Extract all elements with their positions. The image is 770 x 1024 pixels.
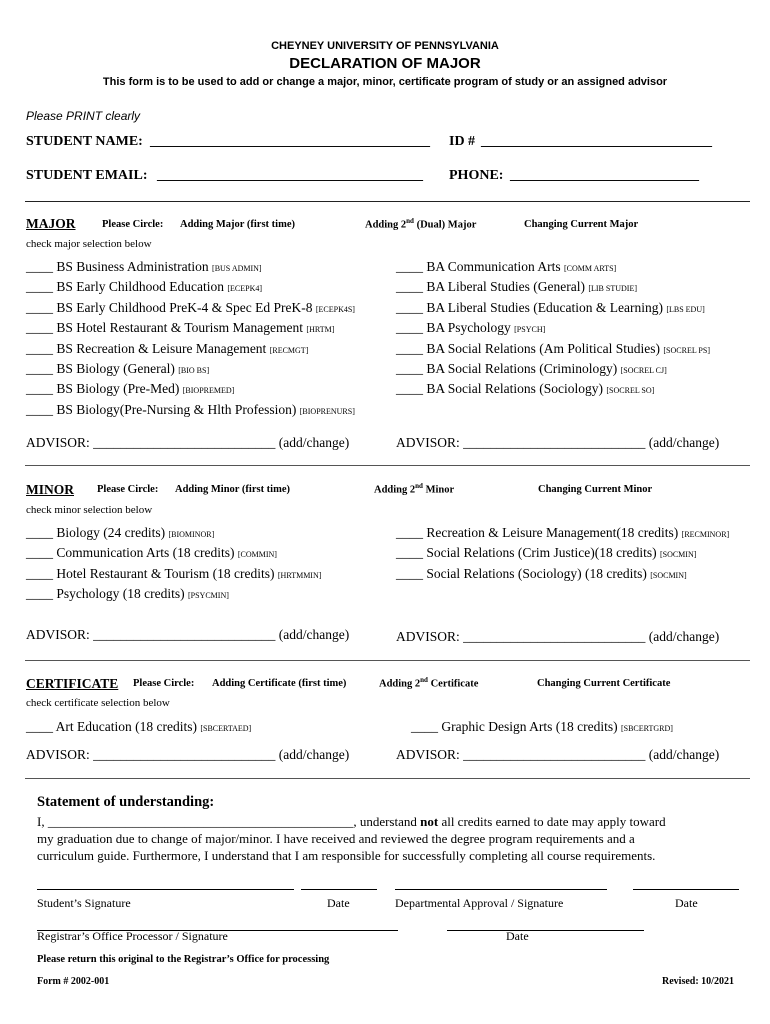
major-advisor-right[interactable]: ADVISOR: ___________________________ (add/change) bbox=[396, 435, 720, 450]
statement-line-1-pre: I, _______________________________________________, understand bbox=[37, 814, 421, 829]
minor-option-second-sup: nd bbox=[415, 482, 423, 490]
student-signature-label: Student’s Signature bbox=[37, 896, 131, 910]
form-title: DECLARATION OF MAJOR bbox=[289, 55, 481, 72]
option-code: [PSYCMIN] bbox=[187, 591, 229, 601]
certificate-label: Art Education (18 credits) bbox=[55, 719, 197, 734]
minor-option-item[interactable] bbox=[26, 545, 277, 561]
major-option-dual-post: (Dual) Major bbox=[413, 219, 477, 231]
major-option-dual[interactable] bbox=[365, 217, 476, 231]
major-option-item[interactable] bbox=[396, 300, 705, 316]
date-line[interactable] bbox=[301, 889, 377, 890]
checkbox-blank[interactable]: ____ bbox=[26, 565, 53, 581]
divider bbox=[25, 778, 750, 779]
option-label: BS Early Childhood Education bbox=[56, 279, 224, 295]
checkbox-blank[interactable]: ____ bbox=[396, 545, 423, 561]
form-number: Form # 2002-001 bbox=[37, 976, 110, 987]
date-label: Date bbox=[675, 896, 698, 910]
option-code: [HRTM] bbox=[306, 325, 335, 335]
divider bbox=[25, 201, 750, 202]
minor-option-change[interactable]: Changing Current Minor bbox=[538, 484, 653, 495]
option-code: [BUS ADMIN] bbox=[212, 264, 262, 273]
revised-date: Revised: 10/2021 bbox=[662, 976, 734, 987]
university-name: CHEYNEY UNIVERSITY OF PENNSYLVANIA bbox=[271, 40, 499, 52]
certificate-item-right[interactable] bbox=[411, 719, 673, 735]
major-option-item[interactable] bbox=[396, 341, 710, 357]
option-code: [COMMIN] bbox=[237, 550, 277, 560]
certificate-option-change[interactable]: Changing Current Certificate bbox=[537, 678, 671, 689]
checkbox-blank[interactable]: ____ bbox=[26, 719, 53, 734]
checkbox-blank[interactable]: ____ bbox=[396, 525, 423, 540]
certificate-label: Graphic Design Arts (18 credits) bbox=[441, 719, 618, 734]
statement-line-2: my graduation due to change of major/minor. I have received and reviewed the degree program requirements and a bbox=[37, 831, 635, 846]
minor-option-item[interactable] bbox=[396, 525, 729, 541]
option-code: [ECEPK4] bbox=[227, 284, 263, 294]
option-label: BA Liberal Studies (General) bbox=[426, 279, 585, 295]
option-label: Biology (24 credits) bbox=[56, 525, 166, 540]
checkbox-blank[interactable]: ____ bbox=[411, 719, 438, 734]
major-option-item[interactable] bbox=[26, 402, 355, 418]
certificate-circle-label: Please Circle: bbox=[133, 678, 195, 689]
dept-signature-label: Departmental Approval / Signature bbox=[395, 896, 564, 910]
option-label: BS Biology(Pre-Nursing & Hlth Profession) bbox=[56, 401, 297, 417]
option-label: BS Early Childhood PreK-4 & Spec Ed PreK-8 bbox=[56, 299, 313, 315]
option-label: BA Social Relations (Am Political Studies) bbox=[426, 340, 660, 356]
certificate-option-second-pre: Adding 2 bbox=[379, 678, 421, 690]
option-code: [COMM ARTS] bbox=[564, 264, 617, 273]
major-option-item[interactable] bbox=[26, 279, 262, 295]
checkbox-blank[interactable]: ____ bbox=[26, 586, 53, 602]
checkbox-blank[interactable]: ____ bbox=[26, 340, 53, 356]
option-label: BA Social Relations (Criminology) bbox=[426, 361, 618, 376]
option-label: BA Social Relations (Sociology) bbox=[426, 381, 603, 397]
student-name-label: STUDENT NAME: bbox=[26, 134, 143, 149]
id-label: ID # bbox=[449, 134, 476, 149]
major-option-item[interactable] bbox=[26, 259, 262, 275]
major-option-item[interactable] bbox=[396, 279, 637, 295]
date-label: Date bbox=[506, 929, 529, 943]
checkbox-blank[interactable]: ____ bbox=[26, 401, 53, 417]
checkbox-blank[interactable]: ____ bbox=[26, 299, 53, 315]
option-code: [BIOPRENURS] bbox=[299, 406, 355, 416]
major-option-dual-sup: nd bbox=[406, 217, 414, 225]
major-option-item[interactable] bbox=[396, 381, 654, 397]
form-subtitle: This form is to be used to add or change a major, minor, certificate program of study or an assigned advisor bbox=[102, 76, 668, 88]
option-label: Hotel Restaurant & Tourism (18 credits) bbox=[56, 565, 275, 581]
minor-circle-label: Please Circle: bbox=[97, 484, 159, 495]
certificate-code: [SBCERTGRD] bbox=[620, 724, 673, 733]
option-code: [RECMGT] bbox=[269, 345, 309, 355]
major-circle-label: Please Circle: bbox=[102, 219, 164, 230]
major-option-item[interactable] bbox=[26, 381, 234, 397]
certificate-code: [SBCERTAED] bbox=[200, 724, 252, 733]
certificate-item-left[interactable] bbox=[26, 719, 251, 735]
student-signature-line[interactable] bbox=[37, 889, 294, 890]
checkbox-blank[interactable]: ____ bbox=[26, 259, 53, 274]
option-code: [SOCREL SO] bbox=[606, 386, 655, 396]
major-option-change[interactable]: Changing Current Major bbox=[524, 219, 639, 230]
statement-heading: Statement of understanding: bbox=[37, 794, 215, 810]
option-code: [HRTMMIN] bbox=[277, 570, 322, 580]
minor-option-second[interactable] bbox=[374, 482, 454, 496]
option-label: BA Communication Arts bbox=[426, 259, 561, 274]
major-option-item[interactable] bbox=[26, 320, 334, 336]
id-field[interactable]: _________________________________ bbox=[481, 134, 712, 149]
checkbox-blank[interactable]: ____ bbox=[396, 259, 423, 274]
option-code: [BIO BS] bbox=[178, 366, 210, 375]
major-heading: MAJOR bbox=[26, 216, 76, 231]
statement-not: not bbox=[420, 814, 439, 829]
statement-line-3: curriculum guide. Furthermore, I understand that I am responsible for successfully completing all course requirements. bbox=[37, 848, 656, 863]
minor-option-item[interactable] bbox=[396, 566, 687, 582]
certificate-advisor-right[interactable]: ADVISOR: ___________________________ (add/change) bbox=[396, 747, 720, 762]
return-note: Please return this original to the Registrar’s Office for processing bbox=[37, 954, 330, 965]
phone-field[interactable]: ___________________________ bbox=[510, 168, 699, 183]
option-label: Social Relations (Crim Justice)(18 credits) bbox=[426, 545, 657, 561]
major-option-dual-pre: Adding 2 bbox=[365, 219, 407, 231]
date-label: Date bbox=[327, 896, 350, 910]
checkbox-blank[interactable]: ____ bbox=[396, 279, 423, 295]
divider bbox=[25, 465, 750, 466]
checkbox-blank[interactable]: ____ bbox=[26, 545, 53, 561]
minor-option-item[interactable] bbox=[26, 586, 229, 602]
option-label: BA Psychology bbox=[426, 320, 511, 336]
student-email-field[interactable]: ______________________________________ bbox=[157, 168, 423, 183]
option-code: [BIOMINOR] bbox=[168, 530, 215, 539]
date-line[interactable] bbox=[633, 889, 739, 890]
option-label: BS Hotel Restaurant & Tourism Management bbox=[56, 320, 304, 336]
major-option-item[interactable] bbox=[26, 361, 209, 377]
minor-check-note: check minor selection below bbox=[26, 504, 153, 516]
statement-line-1-post: all credits earned to date may apply toward bbox=[438, 814, 666, 829]
option-label: BS Recreation & Leisure Management bbox=[56, 340, 267, 356]
minor-option-second-pre: Adding 2 bbox=[374, 484, 416, 496]
option-code: [SOCREL PS] bbox=[663, 345, 710, 355]
checkbox-blank[interactable]: ____ bbox=[26, 320, 53, 336]
certificate-option-second[interactable] bbox=[379, 676, 478, 690]
registrar-signature-label: Registrar’s Office Processor / Signature bbox=[37, 929, 228, 943]
student-email-label: STUDENT EMAIL: bbox=[26, 168, 148, 183]
major-option-item[interactable] bbox=[26, 300, 355, 316]
option-code: [LBS EDU] bbox=[666, 304, 705, 314]
option-label: BS Biology (General) bbox=[56, 361, 175, 376]
option-code: [SOCMIN] bbox=[659, 550, 697, 560]
option-label: Social Relations (Sociology) (18 credits) bbox=[426, 565, 647, 581]
minor-option-item[interactable] bbox=[26, 525, 214, 541]
checkbox-blank[interactable]: ____ bbox=[396, 320, 423, 336]
minor-heading: MINOR bbox=[26, 482, 74, 497]
checkbox-blank[interactable]: ____ bbox=[396, 299, 423, 315]
option-label: Psychology (18 credits) bbox=[56, 586, 185, 602]
option-code: [RECMINOR] bbox=[681, 530, 730, 539]
statement-line-1[interactable] bbox=[37, 814, 666, 830]
option-label: Communication Arts (18 credits) bbox=[56, 545, 235, 561]
certificate-option-second-post: Certificate bbox=[427, 678, 479, 690]
major-option-item[interactable] bbox=[396, 259, 616, 275]
divider bbox=[25, 660, 750, 661]
major-option-item[interactable] bbox=[396, 361, 667, 377]
student-name-field[interactable]: ________________________________________ bbox=[150, 134, 430, 149]
date-line[interactable] bbox=[447, 930, 644, 931]
major-option-first[interactable]: Adding Major (first time) bbox=[180, 219, 295, 230]
minor-advisor-right[interactable]: ADVISOR: ___________________________ (add/change) bbox=[396, 629, 720, 644]
checkbox-blank[interactable]: ____ bbox=[26, 525, 53, 540]
major-check-note: check major selection below bbox=[26, 238, 152, 250]
option-code: [PSYCH] bbox=[514, 325, 546, 335]
minor-option-item[interactable] bbox=[396, 545, 696, 561]
certificate-heading: CERTIFICATE bbox=[26, 676, 119, 691]
minor-option-second-post: Minor bbox=[422, 484, 455, 496]
option-code: [BIOPREMED] bbox=[182, 386, 235, 396]
option-label: BA Liberal Studies (Education & Learning) bbox=[426, 299, 663, 315]
option-code: [SOCMIN] bbox=[650, 570, 687, 580]
checkbox-blank[interactable]: ____ bbox=[396, 565, 423, 581]
print-instruction: Please PRINT clearly bbox=[26, 109, 141, 123]
option-code: [ECEPK4S] bbox=[315, 304, 355, 314]
checkbox-blank[interactable]: ____ bbox=[396, 361, 423, 376]
option-code: [SOCREL CJ] bbox=[620, 366, 667, 375]
checkbox-blank[interactable]: ____ bbox=[396, 340, 423, 356]
certificate-check-note: check certificate selection below bbox=[26, 697, 170, 709]
major-advisor-left[interactable]: ADVISOR: ___________________________ (add/change) bbox=[26, 435, 350, 450]
option-label: Recreation & Leisure Management(18 credits) bbox=[426, 525, 679, 540]
major-option-item[interactable] bbox=[396, 320, 545, 336]
dept-signature-line[interactable] bbox=[395, 889, 607, 890]
option-code: [LIB STUDIE] bbox=[588, 284, 637, 294]
checkbox-blank[interactable]: ____ bbox=[26, 279, 53, 295]
checkbox-blank[interactable]: ____ bbox=[26, 361, 53, 376]
major-option-item[interactable] bbox=[26, 341, 308, 357]
phone-label: PHONE: bbox=[449, 168, 504, 183]
minor-option-item[interactable] bbox=[26, 566, 321, 582]
minor-advisor-left[interactable]: ADVISOR: ___________________________ (add/change) bbox=[26, 627, 350, 642]
option-label: BS Biology (Pre-Med) bbox=[56, 381, 180, 397]
checkbox-blank[interactable]: ____ bbox=[396, 381, 423, 397]
checkbox-blank[interactable]: ____ bbox=[26, 381, 53, 397]
certificate-advisor-left[interactable]: ADVISOR: ___________________________ (add/change) bbox=[26, 747, 350, 762]
minor-option-first[interactable]: Adding Minor (first time) bbox=[175, 484, 291, 495]
certificate-option-second-sup: nd bbox=[420, 676, 428, 684]
option-label: BS Business Administration bbox=[56, 259, 209, 274]
certificate-option-first[interactable]: Adding Certificate (first time) bbox=[212, 678, 347, 689]
